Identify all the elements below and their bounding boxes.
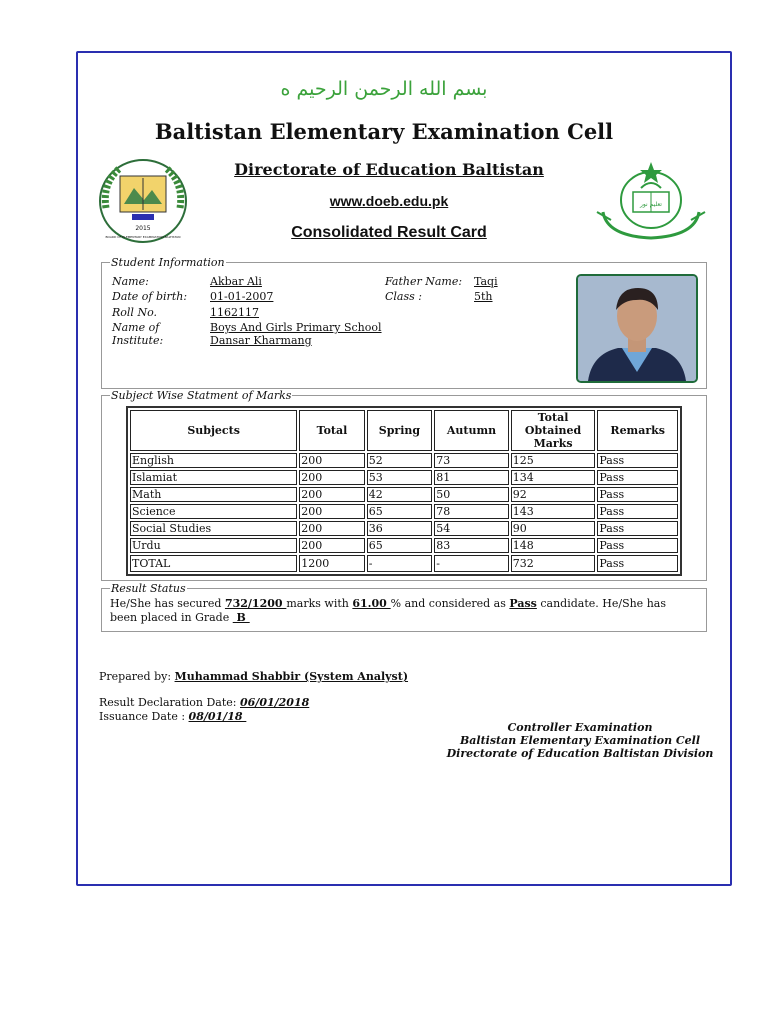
prepared-by (99, 670, 408, 683)
issuance-date-label: Issuance Date : (99, 710, 189, 723)
result-text-1: He/She has secured (110, 597, 225, 610)
table-cell: 200 (299, 453, 364, 468)
issuance-date (99, 710, 246, 723)
table-cell: 200 (299, 487, 364, 502)
table-cell: 36 (367, 521, 432, 536)
table-cell: Pass (597, 453, 678, 468)
institute-label-line1: Name of (112, 321, 160, 334)
declaration-date (99, 696, 309, 709)
website-link[interactable]: www.doeb.edu.pk (329, 193, 449, 209)
roll-value: 1162117 (210, 306, 259, 319)
card-title: Consolidated Result Card (291, 224, 487, 241)
header-remarks: Remarks (597, 410, 678, 451)
table-cell: Islamiat (130, 470, 297, 485)
result-status-legend: Result Status (111, 582, 186, 595)
roll-label: Roll No. (112, 306, 157, 319)
prepared-by-value: Muhammad Shabbir (System Analyst) (174, 670, 409, 683)
directorate-logo-icon (593, 160, 709, 242)
table-cell: Math (130, 487, 297, 502)
controller-line-2: Baltistan Elementary Examination Cell (459, 734, 701, 747)
header-spring: Spring (367, 410, 432, 451)
table-cell: Pass (597, 487, 678, 502)
result-text-3: % and considered as (390, 597, 510, 610)
secured-marks: 732/1200 (224, 597, 287, 610)
prepared-by-label: Prepared by: (99, 670, 175, 683)
header-total-obtained: Total Obtained Marks (511, 410, 596, 451)
institute-value-line2: Dansar Kharmang (210, 334, 312, 347)
subtitle: Directorate of Education Baltistan (234, 160, 544, 179)
table-cell: 83 (434, 538, 509, 553)
table-cell: 78 (434, 504, 509, 519)
board-logo-caption: BOARD OF ELEMENTARY EXAMINATION BALTISTAN (105, 235, 181, 239)
name-label: Name: (112, 275, 149, 288)
table-cell: 134 (511, 470, 596, 485)
table-cell: 54 (434, 521, 509, 536)
table-cell: 1200 (299, 555, 364, 572)
institute-value-line1: Boys And Girls Primary School (210, 321, 382, 334)
table-row (130, 470, 678, 485)
class-value: 5th (474, 290, 493, 303)
header-subjects: Subjects (130, 410, 297, 451)
table-row (130, 521, 678, 536)
class-label: Class : (385, 290, 422, 303)
result-status-text (110, 597, 690, 625)
grade: B (232, 611, 250, 624)
marks-table (126, 406, 682, 576)
table-cell: Pass (597, 555, 678, 572)
table-row (130, 487, 678, 502)
header-autumn: Autumn (434, 410, 509, 451)
table-cell: 143 (511, 504, 596, 519)
table-cell: - (434, 555, 509, 572)
issuance-date-value: 08/01/18 (188, 710, 247, 723)
father-name-value: Taqi (474, 275, 498, 288)
table-cell: Science (130, 504, 297, 519)
table-cell: 90 (511, 521, 596, 536)
father-name-label: Father Name: (385, 275, 463, 288)
dob-label: Date of birth: (112, 290, 188, 303)
percentage: 61.00 (352, 597, 391, 610)
table-cell: 92 (511, 487, 596, 502)
table-row (130, 504, 678, 519)
board-logo-icon (98, 158, 188, 244)
table-cell: Pass (597, 538, 678, 553)
bismillah: بسم الله الرحمن الرحيم ه (280, 78, 488, 100)
table-cell: 732 (511, 555, 596, 572)
marks-legend: Subject Wise Statment of Marks (111, 389, 292, 402)
result-text-2: marks with (286, 597, 353, 610)
table-cell: Pass (597, 521, 678, 536)
table-cell: TOTAL (130, 555, 297, 572)
table-cell: 53 (367, 470, 432, 485)
table-cell: 42 (367, 487, 432, 502)
controller-line-1: Controller Examination (507, 721, 653, 734)
header-total: Total (299, 410, 364, 451)
table-cell: Urdu (130, 538, 297, 553)
controller-signature-block (440, 721, 720, 760)
student-photo-image (578, 276, 696, 381)
table-cell: 73 (434, 453, 509, 468)
table-cell: 65 (367, 504, 432, 519)
pass-status: Pass (509, 597, 537, 610)
table-row (130, 453, 678, 468)
table-cell: 50 (434, 487, 509, 502)
table-cell: English (130, 453, 297, 468)
student-information-legend: Student Information (111, 256, 225, 269)
table-cell: Pass (597, 470, 678, 485)
table-cell: Social Studies (130, 521, 297, 536)
institute-label-line2: Institute: (112, 334, 164, 347)
declaration-date-label: Result Declaration Date: (99, 696, 240, 709)
board-logo-year: 2015 (135, 225, 151, 232)
result-text-4: candidate. He/She has been placed in Grade (110, 597, 666, 624)
student-photo (576, 274, 698, 383)
table-cell: - (367, 555, 432, 572)
table-row (130, 538, 678, 553)
page-title: Baltistan Elementary Examination Cell (154, 119, 614, 144)
name-value: Akbar Ali (210, 275, 262, 288)
table-row (130, 555, 678, 572)
table-cell: 200 (299, 470, 364, 485)
table-cell: 200 (299, 504, 364, 519)
table-cell: 200 (299, 538, 364, 553)
table-cell: 81 (434, 470, 509, 485)
table-cell: 52 (367, 453, 432, 468)
table-cell: 200 (299, 521, 364, 536)
table-cell: 148 (511, 538, 596, 553)
table-cell: 125 (511, 453, 596, 468)
table-cell: 65 (367, 538, 432, 553)
directorate-logo-text: تعلیم نور (640, 201, 662, 208)
table-cell: Pass (597, 504, 678, 519)
marks-header-row (130, 410, 678, 451)
declaration-date-value: 06/01/2018 (240, 696, 310, 709)
dob-value: 01-01-2007 (210, 290, 274, 303)
controller-line-3: Directorate of Education Baltistan Division (446, 747, 714, 760)
